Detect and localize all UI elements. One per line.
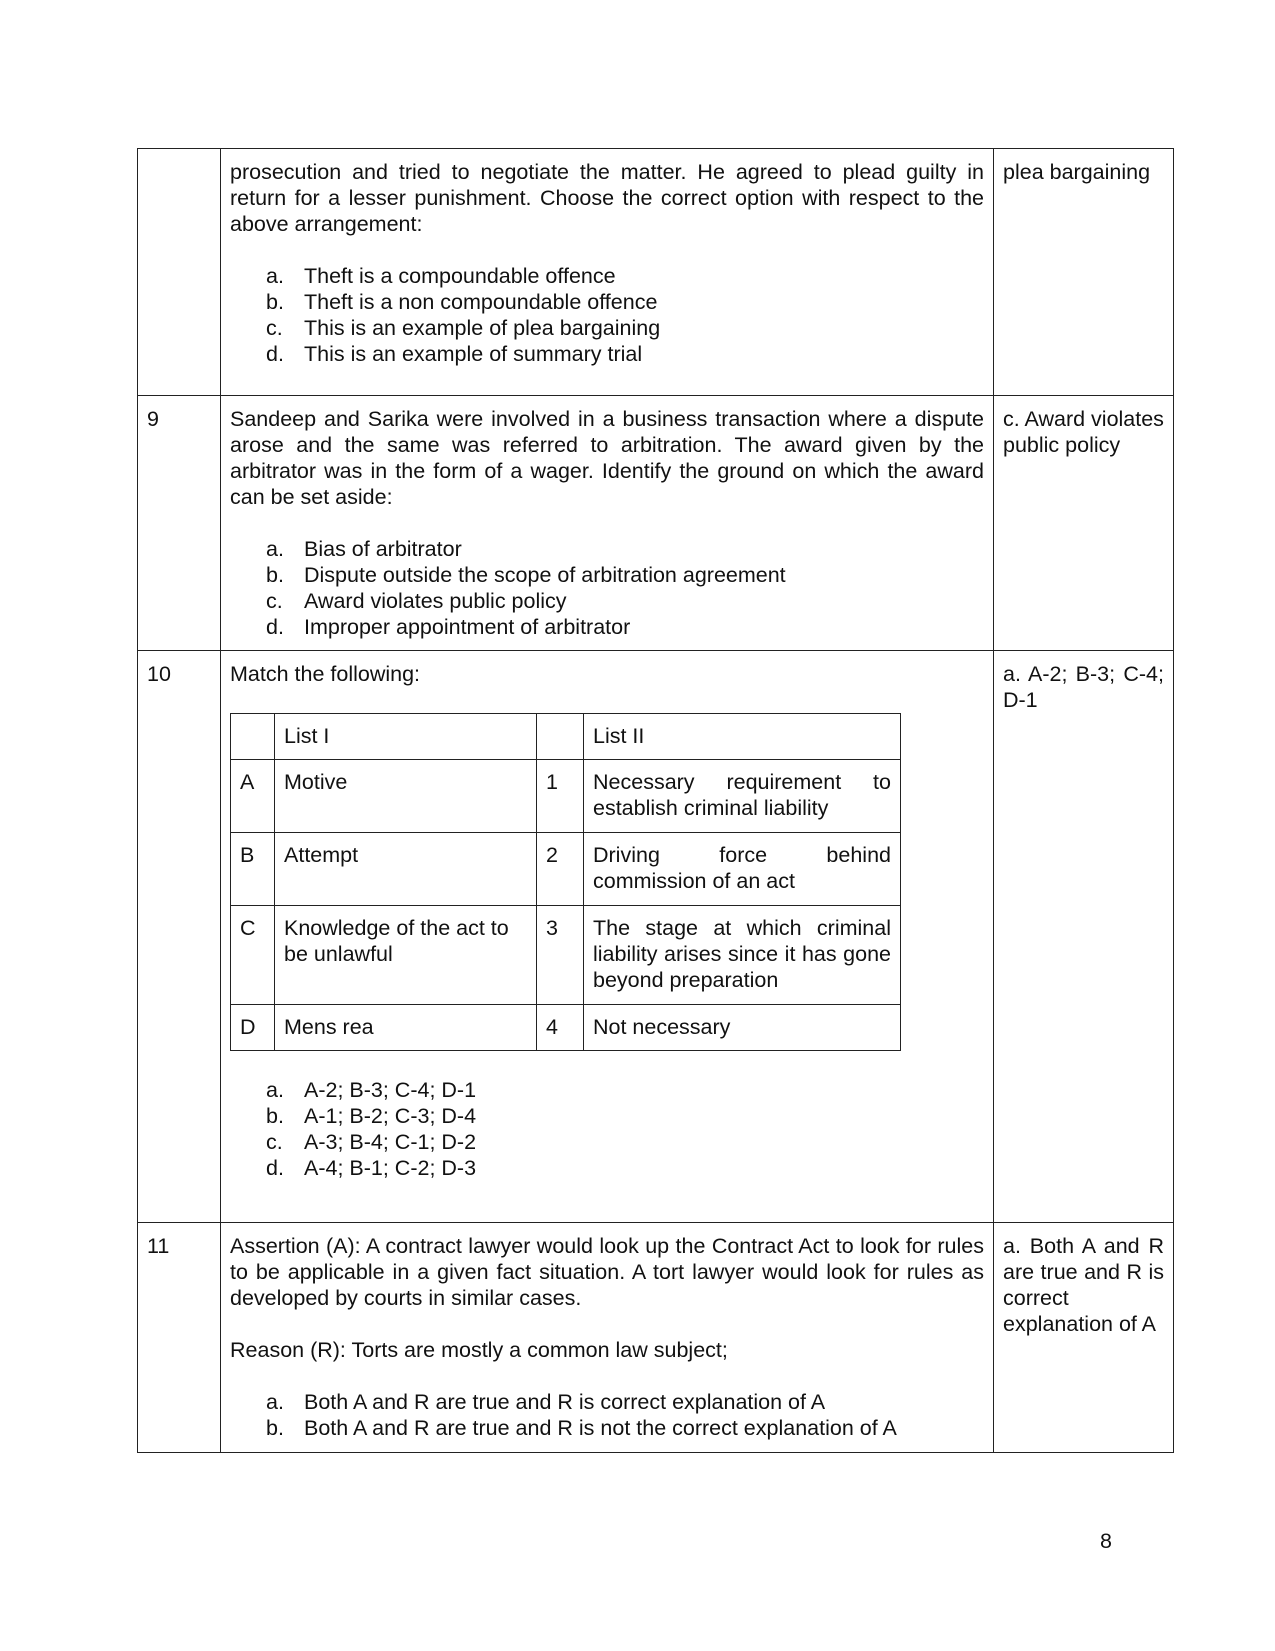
match-cell: Necessary requirement to establish criminal liability — [584, 760, 901, 833]
match-row — [231, 833, 901, 906]
match-cell: Motive — [275, 760, 537, 833]
match-cell: Not necessary — [584, 1005, 901, 1051]
options-list — [230, 536, 984, 640]
answer-cell: c. Award violates public policy — [994, 396, 1174, 651]
match-row — [231, 1005, 901, 1051]
question-cell — [221, 149, 994, 396]
match-cell: 2 — [537, 833, 584, 906]
answer-cell — [994, 1223, 1174, 1453]
match-header-cell: List I — [275, 714, 537, 760]
question-cell — [221, 651, 994, 1223]
match-header-row — [231, 714, 901, 760]
question-number: 11 — [138, 1223, 221, 1453]
match-cell: Knowledge of the act to be unlawful — [275, 906, 537, 1005]
question-text: Match the following: — [230, 662, 421, 686]
match-row — [231, 906, 901, 1005]
option-item: d. This is an example of summary trial — [266, 342, 643, 366]
options-list — [230, 263, 984, 367]
match-table — [230, 713, 901, 1051]
question-number: 9 — [138, 396, 221, 651]
option-item: d. Improper appointment of arbitrator — [266, 615, 631, 639]
match-header-cell — [537, 714, 584, 760]
match-cell: B — [231, 833, 275, 906]
question-number — [138, 149, 221, 396]
option-item: b. Dispute outside the scope of arbitration agreement — [266, 563, 786, 587]
match-header-cell — [231, 714, 275, 760]
option-item: a. A-2; B-3; C-4; D-1 — [266, 1078, 477, 1102]
match-cell: D — [231, 1005, 275, 1051]
question-row — [138, 1223, 1174, 1453]
page-number: 8 — [1100, 1529, 1112, 1553]
question-cell — [221, 1223, 994, 1453]
match-cell: Mens rea — [275, 1005, 537, 1051]
question-row — [138, 396, 1174, 651]
match-cell: The stage at which criminal liability arises since it has gone beyond preparation — [584, 906, 901, 1005]
match-row — [231, 760, 901, 833]
option-item: b. Both A and R are true and R is not the correct explanation of A — [266, 1416, 897, 1440]
match-cell: A — [231, 760, 275, 833]
answer-cell — [994, 651, 1174, 1223]
option-item: c. A-3; B-4; C-1; D-2 — [266, 1130, 477, 1154]
option-item: c. Award violates public policy — [266, 589, 567, 613]
options-list — [230, 1389, 984, 1441]
question-row — [138, 651, 1174, 1223]
option-item: b. A-1; B-2; C-3; D-4 — [266, 1104, 477, 1128]
answer-cell: plea bargaining — [994, 149, 1174, 396]
match-cell: 4 — [537, 1005, 584, 1051]
question-text: prosecution and tried to negotiate the matter. He agreed to plead guilty in return for a lesser punishment. Choose the correct option with respect to the above arrangement: — [230, 160, 984, 236]
question-table — [137, 148, 1174, 1453]
option-item: d. A-4; B-1; C-2; D-3 — [266, 1156, 477, 1180]
question-cell — [221, 396, 994, 651]
option-item: a. Both A and R are true and R is correct explanation of A — [266, 1390, 826, 1414]
options-list — [230, 1077, 984, 1181]
option-item: b. Theft is a non compoundable offence — [266, 290, 658, 314]
question-text: Sandeep and Sarika were involved in a business transaction where a dispute arose and the same was referred to arbitration. The award given by the arbitrator was in the form of a wager. Identify the ground on which the award can be set aside: — [230, 407, 984, 509]
option-item: c. This is an example of plea bargaining — [266, 316, 661, 340]
match-cell: 3 — [537, 906, 584, 1005]
match-cell: 1 — [537, 760, 584, 833]
option-item: a. Theft is a compoundable offence — [266, 264, 616, 288]
answer-text: a. A-2; B-3; C-4; D-1 — [1003, 662, 1164, 712]
question-row — [138, 149, 1174, 396]
match-cell: Attempt — [275, 833, 537, 906]
reason-text: Reason (R): Torts are mostly a common law subject; — [230, 1338, 728, 1362]
match-header-cell: List II — [584, 714, 901, 760]
match-cell: Driving force behind commission of an act — [584, 833, 901, 906]
question-text: Assertion (A): A contract lawyer would look up the Contract Act to look for rules to be applicable in a given fact situation. A tort lawyer would look for rules as developed by courts in similar cases. — [230, 1234, 984, 1310]
answer-text: a. Both A and R are true and R is correct explanation of A — [1003, 1234, 1164, 1336]
question-number: 10 — [138, 651, 221, 1223]
match-cell: C — [231, 906, 275, 1005]
option-item: a. Bias of arbitrator — [266, 537, 462, 561]
